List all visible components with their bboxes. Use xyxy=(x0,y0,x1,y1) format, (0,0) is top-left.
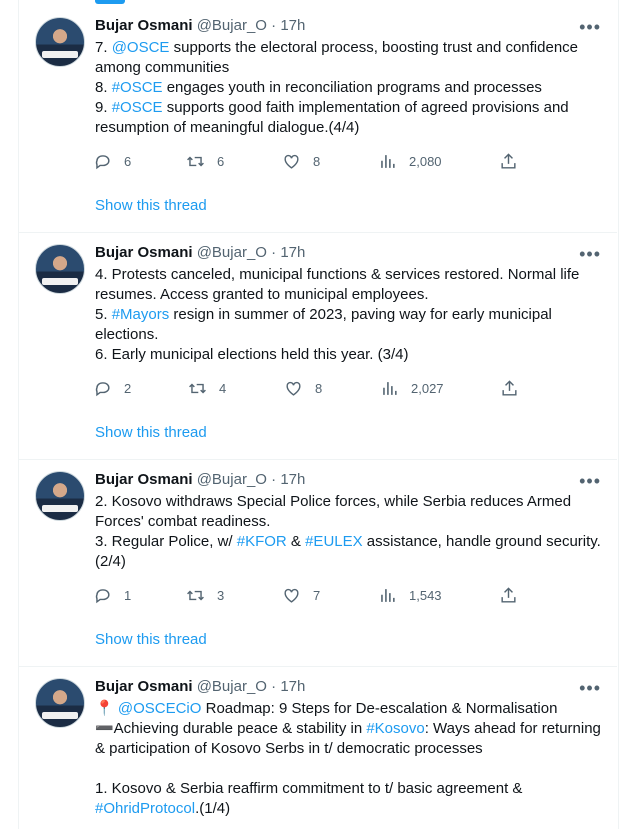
separator: · xyxy=(271,471,277,488)
tweet-header xyxy=(95,16,305,36)
tweet-line xyxy=(95,699,603,719)
retweet-button[interactable] xyxy=(186,151,224,171)
tweet-text-segment: .(1/4) xyxy=(195,800,231,817)
avatar[interactable] xyxy=(35,244,85,294)
tweet-text-segment: resign in summer of 2023, paving way for early municipal elections. xyxy=(95,306,552,343)
tweet-text-segment: supports good faith implementation of agreed provisions and resumption of meaningful dialogue.(4/4) xyxy=(95,99,569,136)
show-thread-link[interactable]: Show this thread xyxy=(95,197,207,214)
reply-count: 2 xyxy=(124,380,132,396)
tweet-text xyxy=(95,265,603,365)
share-icon xyxy=(500,379,519,398)
tweet-line xyxy=(95,265,603,305)
tweet-text-segment: 2. Kosovo withdraws Special Police forces, while Serbia reduces Armed Forces' combat readiness. xyxy=(95,493,572,530)
tweet-line xyxy=(95,532,603,572)
reply-icon xyxy=(93,586,112,605)
tweet-text xyxy=(95,492,603,572)
timestamp[interactable]: 17h xyxy=(280,678,306,695)
tweet-line xyxy=(95,305,603,345)
tweet-text-segment: 4. Protests canceled, municipal functions & services restored. Normal life resumes. Access granted to municipal employees. xyxy=(95,266,580,303)
tweet-header xyxy=(95,470,305,490)
like-button[interactable] xyxy=(282,151,320,171)
author-name[interactable]: Bujar Osmani xyxy=(95,471,193,488)
separator: · xyxy=(271,678,277,695)
more-icon[interactable]: ••• xyxy=(579,471,601,491)
like-count: 8 xyxy=(313,153,321,169)
reply-icon xyxy=(93,152,112,171)
tweet-text xyxy=(95,699,603,819)
heart-icon xyxy=(282,152,301,171)
retweet-button[interactable] xyxy=(188,378,226,398)
hashtag-link[interactable]: #Kosovo xyxy=(366,720,425,737)
tweet[interactable] xyxy=(19,232,617,460)
timestamp[interactable]: 17h xyxy=(280,244,306,261)
tweet-text-segment: & xyxy=(286,533,306,550)
author-handle[interactable]: @Bujar_O xyxy=(196,678,267,695)
action-bar xyxy=(93,378,533,398)
share-button[interactable] xyxy=(499,151,530,171)
action-bar xyxy=(93,585,533,605)
tweet-line xyxy=(95,345,603,365)
retweet-button[interactable] xyxy=(186,585,224,605)
tweet-line xyxy=(95,492,603,532)
timestamp[interactable]: 17h xyxy=(280,471,306,488)
tweet[interactable] xyxy=(19,666,617,829)
tweet-text-segment: 1. Kosovo & Serbia reaffirm commitment to t/ basic agreement & xyxy=(95,780,523,797)
author-handle[interactable]: @Bujar_O xyxy=(196,244,267,261)
tweet-header xyxy=(95,243,305,263)
tweet-text-segment: supports the electoral process, boosting trust and confidence among communities xyxy=(95,39,579,76)
heart-icon xyxy=(282,586,301,605)
like-button[interactable] xyxy=(282,585,320,605)
timestamp[interactable]: 17h xyxy=(280,17,306,34)
avatar[interactable] xyxy=(35,17,85,67)
views-button[interactable] xyxy=(378,151,442,171)
author-name[interactable]: Bujar Osmani xyxy=(95,17,193,34)
avatar[interactable] xyxy=(35,678,85,728)
reply-button[interactable] xyxy=(93,585,131,605)
tweet[interactable] xyxy=(19,459,617,667)
share-button[interactable] xyxy=(499,585,530,605)
tweet-text-segment: : Ways ahead for returning & participation of Kosovo Serbs in t/ democratic processes xyxy=(95,720,601,757)
mention-link[interactable]: @OSCE xyxy=(111,39,170,56)
share-button[interactable] xyxy=(500,378,531,398)
view-count: 2,027 xyxy=(411,380,444,396)
reply-count: 6 xyxy=(124,153,132,169)
more-icon[interactable]: ••• xyxy=(579,17,601,37)
views-icon xyxy=(380,379,399,398)
hashtag-link[interactable]: #Mayors xyxy=(111,306,170,323)
reply-button[interactable] xyxy=(93,151,131,171)
tweet-text-segment: assistance, handle ground security.(2/4) xyxy=(95,533,601,570)
retweet-icon xyxy=(188,379,207,398)
tweet-text-segment: 9. xyxy=(95,99,112,116)
author-handle[interactable]: @Bujar_O xyxy=(196,17,267,34)
retweet-count: 4 xyxy=(219,380,227,396)
tweet-text-segment: 5. xyxy=(95,306,112,323)
show-thread-link[interactable]: Show this thread xyxy=(95,424,207,441)
tweet-line xyxy=(95,98,603,138)
show-thread-link[interactable]: Show this thread xyxy=(95,631,207,648)
tweet-text-segment: Roadmap: 9 Steps for De-escalation & Normalisation xyxy=(201,700,558,717)
tweet[interactable] xyxy=(19,0,617,233)
more-icon[interactable]: ••• xyxy=(579,244,601,264)
retweet-icon xyxy=(186,152,205,171)
views-button[interactable] xyxy=(378,585,442,605)
mention-link[interactable]: @OSCECiO xyxy=(117,700,202,717)
like-count: 7 xyxy=(313,587,321,603)
separator: · xyxy=(271,17,277,34)
views-button[interactable] xyxy=(380,378,444,398)
tweet-text xyxy=(95,38,603,138)
retweet-icon xyxy=(186,586,205,605)
tweet-line xyxy=(95,78,603,98)
tweet-line xyxy=(95,779,603,819)
reply-icon xyxy=(93,379,112,398)
reply-button[interactable] xyxy=(93,378,131,398)
author-name[interactable]: Bujar Osmani xyxy=(95,244,193,261)
hashtag-link[interactable]: #EULEX xyxy=(305,533,363,550)
avatar[interactable] xyxy=(35,471,85,521)
share-icon xyxy=(499,152,518,171)
hashtag-link[interactable]: #OSCE xyxy=(111,79,163,96)
reply-count: 1 xyxy=(124,587,132,603)
tweet-text-segment: 8. xyxy=(95,79,112,96)
like-count: 8 xyxy=(315,380,323,396)
tweet-line xyxy=(95,759,603,779)
heart-icon xyxy=(284,379,303,398)
view-count: 2,080 xyxy=(409,153,442,169)
tweet-line xyxy=(95,719,603,759)
tweet-line xyxy=(95,38,603,78)
hashtag-link[interactable]: #KFOR xyxy=(236,533,287,550)
retweet-count: 6 xyxy=(217,153,225,169)
tweet-text-segment: engages youth in reconciliation programs and processes xyxy=(162,79,542,96)
tweet-text-segment: 7. xyxy=(95,39,112,56)
tweet-text-segment: 📍 xyxy=(95,700,118,717)
views-icon xyxy=(378,586,397,605)
hashtag-link[interactable]: #OhridProtocol xyxy=(95,800,196,817)
like-button[interactable] xyxy=(284,378,322,398)
tweet-text-segment: ➖Achieving durable peace & stability in xyxy=(95,720,367,737)
views-icon xyxy=(378,152,397,171)
more-icon[interactable]: ••• xyxy=(579,678,601,698)
author-handle[interactable]: @Bujar_O xyxy=(196,471,267,488)
retweet-count: 3 xyxy=(217,587,225,603)
tweet-text-segment: 6. Early municipal elections held this year. (3/4) xyxy=(95,346,409,363)
separator: · xyxy=(271,244,277,261)
share-icon xyxy=(499,586,518,605)
hashtag-link[interactable]: #OSCE xyxy=(111,99,163,116)
tweet-header xyxy=(95,677,305,697)
author-name[interactable]: Bujar Osmani xyxy=(95,678,193,695)
action-bar xyxy=(93,151,533,171)
view-count: 1,543 xyxy=(409,587,442,603)
tweet-text-segment: 3. Regular Police, w/ xyxy=(95,533,237,550)
